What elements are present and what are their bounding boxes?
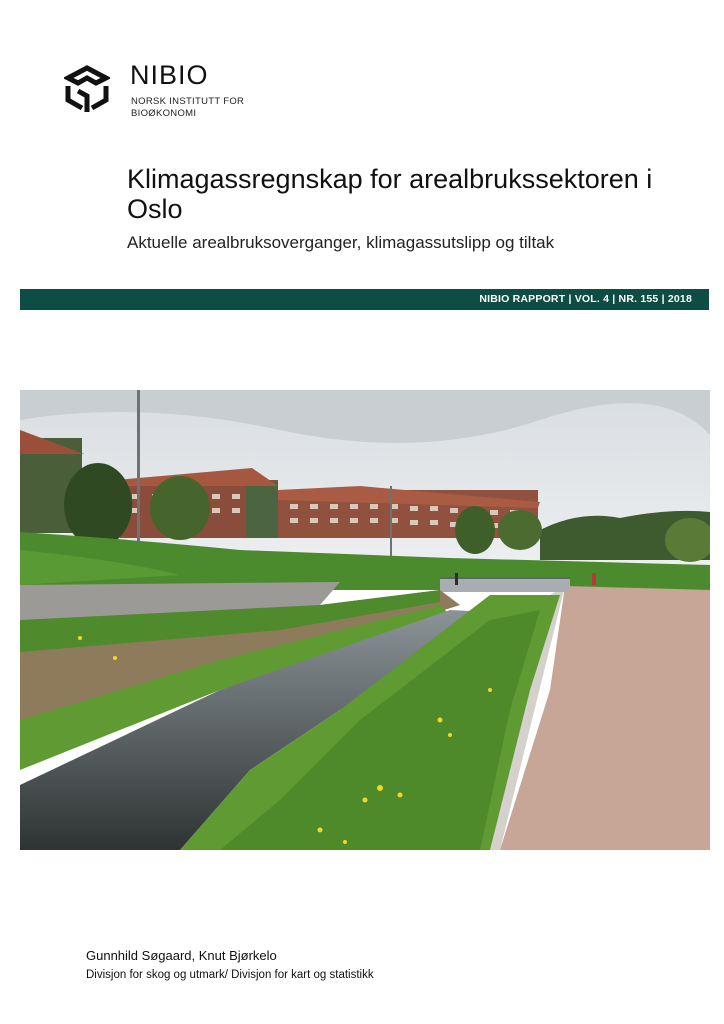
nibio-cube-icon: [64, 64, 110, 116]
report-series-band: [20, 289, 709, 310]
cover-photo: [20, 390, 710, 850]
logo-brand-name: NIBIO: [130, 60, 209, 90]
report-division: Divisjon for skog og utmark/ Divisjon for kart og statistikk: [86, 969, 374, 981]
report-series-label: NIBIO RAPPORT | VOL. 4 | NR. 155 | 2018: [479, 293, 692, 305]
report-authors: Gunnhild Søgaard, Knut Bjørkelo: [86, 948, 277, 963]
logo-subtitle-line2: BIOØKONOMI: [131, 108, 197, 119]
report-subtitle: Aktuelle arealbruksoverganger, klimagassutslipp og tiltak: [127, 233, 555, 252]
logo-subtitle: [131, 96, 244, 120]
report-title: Klimagassregnskap for arealbrukssektoren i Oslo: [127, 164, 653, 224]
logo-subtitle-line1: NORSK INSTITUTT FOR: [131, 96, 245, 107]
